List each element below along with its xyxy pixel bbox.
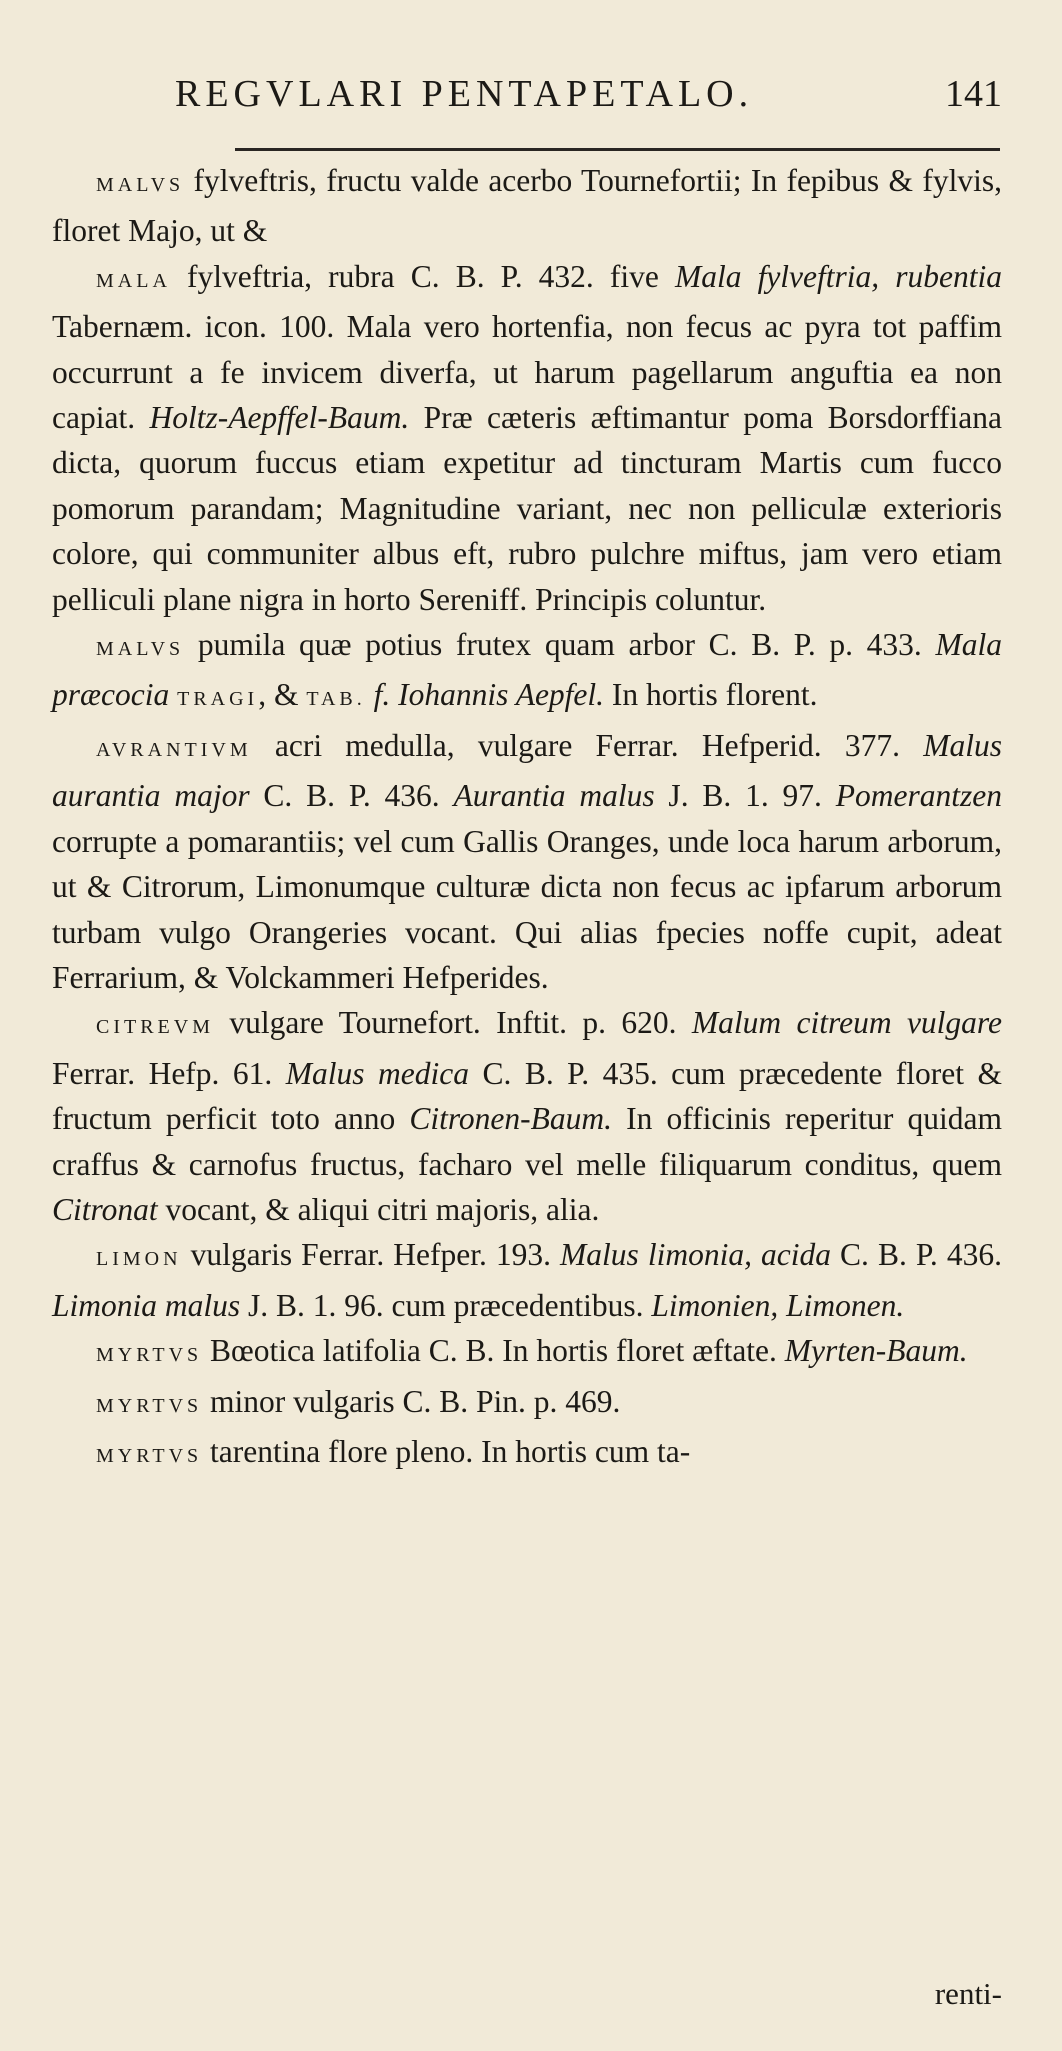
- text-run: Ferrar. Hefp. 61.: [52, 1055, 286, 1091]
- italic-text: f. Iohannis Aepfel.: [373, 677, 605, 713]
- text-run: C. B. P. 436.: [831, 1237, 1002, 1273]
- paragraph: [52, 254, 1002, 622]
- small-caps-term: TAB.: [306, 688, 366, 711]
- page-header: [0, 62, 1062, 122]
- italic-text: Limonien, Limonen.: [651, 1287, 905, 1323]
- small-caps-term: LIMON: [96, 1248, 182, 1271]
- small-caps-term: MALVS: [96, 174, 185, 196]
- italic-text: Mala præcocia: [52, 627, 1002, 713]
- text-run: corrupte a pomarantiis; vel cum Gallis Oranges, unde loca harum arborum, ut & Citrorum, Limonumque culturæ dicta non fecus ac ipfarum arborum turbam vulgo Orangeries vocant. Qui alias fpecies noffe cupit, adeat Ferrarium, & Volckammeri Hefperides.: [52, 823, 1002, 995]
- text-run: fylveftris, fructu valde acerbo Tournefortii; In fepibus & fylvis, floret Majo, ut &: [52, 163, 1002, 249]
- paragraph: [52, 1328, 1002, 1378]
- small-caps-term: MYRTVS: [96, 1444, 203, 1467]
- italic-text: Holtz-Aepffel-Baum.: [149, 400, 410, 436]
- catchword: renti-: [934, 1976, 1002, 2011]
- text-run: J. B. 1. 96. cum præcedentibus.: [240, 1287, 652, 1323]
- text-run: Bœotica latifolia C. B. In hortis floret æftate.: [202, 1333, 785, 1369]
- small-caps-term: MALVS: [96, 638, 185, 661]
- text-run: minor vulgaris C. B. Pin. p. 469.: [202, 1383, 621, 1419]
- paragraph: [52, 1429, 1002, 1479]
- text-run: vulgaris Ferrar. Hefper. 193.: [181, 1237, 561, 1273]
- text-run: [169, 677, 177, 712]
- italic-text: Citronat: [52, 1191, 158, 1227]
- text-run: acri medulla, vulgare Ferrar. Hefperid. 377.: [251, 727, 924, 763]
- italic-text: Limonia malus: [52, 1287, 241, 1323]
- paragraph: [52, 1000, 1002, 1232]
- small-caps-term: CITREVM: [96, 1016, 214, 1039]
- small-caps-term: MYRTVS: [96, 1394, 203, 1417]
- page-number: 141: [945, 73, 1002, 115]
- paragraph: [52, 1232, 1002, 1328]
- text-run: In officinis reperitur quidam craffus & carnofus fructus, facharo vel melle filiquarum conditus, quem: [52, 1101, 1002, 1182]
- italic-text: Malus limonia, acida: [560, 1237, 831, 1273]
- paragraph: [52, 723, 1002, 1000]
- text-run: In hortis florent.: [604, 677, 818, 713]
- header-rule: [235, 148, 1000, 151]
- text-run: [366, 677, 374, 712]
- text-run: fylveftria, rubra C. B. P. 432. five: [170, 258, 675, 294]
- running-title: REGVLARI PENTAPETALO.: [175, 73, 754, 115]
- small-caps-term: MYRTVS: [96, 1344, 203, 1367]
- catchword-row: [52, 1976, 1002, 2012]
- text-run: C. B. P. 436.: [249, 778, 454, 814]
- small-caps-term: MALA: [96, 269, 171, 292]
- small-caps-term: TRAGI: [177, 688, 259, 711]
- small-caps-term: AVRANTIVM: [96, 738, 252, 761]
- italic-text: Malum citreum vulgare: [691, 1005, 1002, 1041]
- text-run: J. B. 1. 97.: [654, 778, 836, 814]
- text-run: tarentina flore pleno. In hortis cum ta-: [202, 1433, 691, 1469]
- italic-text: Mala fylveftria, rubentia: [674, 258, 1003, 294]
- text-run: pumila quæ potius frutex quam arbor C. B. P. p. 433.: [184, 627, 936, 663]
- italic-text: Aurantia malus: [453, 778, 655, 814]
- text-run: Tabernæm. icon. 100. Mala vero hortenfia, non fecus ac pyra tot paffim occurrunt a fe invicem diverfa, ut harum pagellarum anguftia ea non capiat.: [52, 309, 1002, 436]
- paragraph: [52, 158, 1002, 254]
- italic-text: Malus aurantia major: [52, 727, 1002, 814]
- text-run: vulgare Tournefort. Inftit. p. 620.: [214, 1005, 692, 1041]
- text-run: C. B. P. 435. cum præcedente floret & fructum perficit toto anno: [52, 1055, 1002, 1137]
- text-run: Præ cæteris æftimantur poma Borsdorffiana dicta, quorum fuccus etiam expetitur ad tincturam Martis cum fucco pomorum parandam; Magnitudine variant, nec non pelliculæ exterioris colore, qui communiter albus eft, rubro pulchre miftus, jam vero etiam pelliculi plane nigra in horto Sereniff. Principis coluntur.: [52, 400, 1002, 617]
- italic-text: Myrten-Baum.: [784, 1333, 968, 1369]
- text-run: vocant, & aliqui citri majoris, alia.: [157, 1191, 600, 1227]
- body-text: [52, 158, 1002, 1479]
- italic-text: Malus medica: [285, 1055, 469, 1091]
- italic-text: Pomerantzen: [835, 778, 1002, 814]
- italic-text: Citronen-Baum.: [409, 1101, 613, 1137]
- text-run: , &: [258, 677, 307, 713]
- paragraph: [52, 1379, 1002, 1429]
- paragraph: [52, 622, 1002, 723]
